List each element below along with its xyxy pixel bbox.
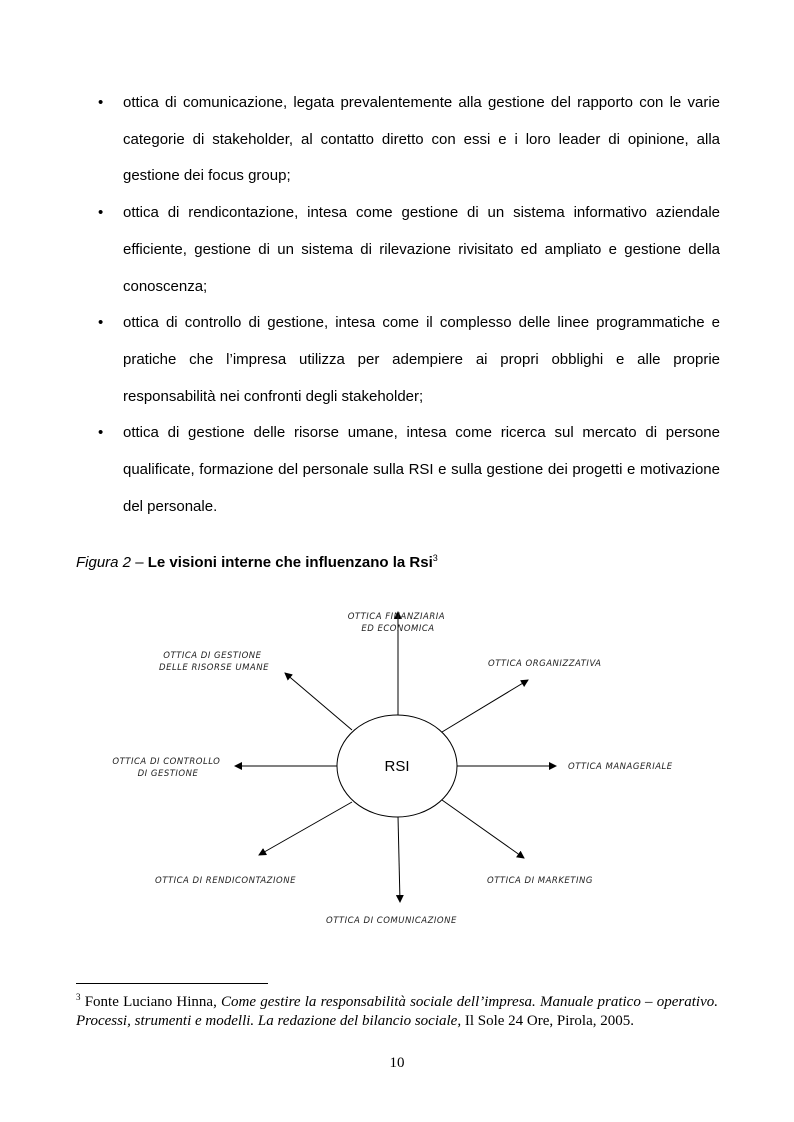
bullet-marker: • <box>98 424 104 442</box>
bullet-marker: • <box>98 204 104 222</box>
node-bottom-right <box>487 876 593 886</box>
node-top-line-1: OTTICA FINANZIARIA <box>347 612 446 622</box>
node-left-line-2: DI GESTIONE <box>137 769 199 779</box>
bullet-text: ottica di controllo di gestione, intesa come il complesso delle linee programmatiche e pratiche che l’impresa utilizza per adempiere ai propri obblighi e alle proprie responsabilità nei confronti degli stakeholder; <box>123 314 720 405</box>
bullet-text: ottica di comunicazione, legata prevalentemente alla gestione del rapporto con le varie categorie di stakeholder, al contatto diretto con essi e i loro leader di opinione, alla gestione dei focus group; <box>123 94 720 185</box>
node-bottom-line-1: OTTICA DI COMUNICAZIONE <box>326 916 457 926</box>
node-top-line-2: ED ECONOMICA <box>361 624 435 634</box>
arrow-top-right <box>442 680 528 732</box>
node-top-left <box>159 651 269 673</box>
page-number: 10 <box>389 1055 405 1071</box>
arrow-bottom-right <box>442 800 524 858</box>
figure-title: Le visioni interne che influenzano la Rsi <box>147 554 433 571</box>
list-item <box>95 305 720 415</box>
rsi-diagram-svg <box>90 600 710 940</box>
node-right <box>568 762 673 772</box>
bullet-text: ottica di gestione delle risorse umane, intesa come ricerca sul mercato di persone qualificate, formazione del personale sulla RSI e sulla gestione dei progetti e motivazione del personale. <box>123 424 720 515</box>
arrow-bottom <box>398 816 400 902</box>
footnote-number: 3 <box>76 992 81 1002</box>
node-bottom-left-line-1: OTTICA DI RENDICONTAZIONE <box>155 876 296 886</box>
node-bottom <box>326 916 457 926</box>
bullet-list <box>95 85 720 525</box>
bullet-marker: • <box>98 94 104 111</box>
footnote <box>76 988 718 1031</box>
rsi-center-label: RSI <box>384 758 410 775</box>
node-top-left-line-2: DELLE RISORSE UMANE <box>159 663 269 673</box>
footnote-tail: Il Sole 24 Ore, Pirola, 2005. <box>461 1013 634 1029</box>
list-item <box>95 195 720 305</box>
footnote-rule <box>76 983 268 984</box>
node-bottom-left <box>155 876 296 886</box>
footnote-title: Come gestire la responsabilità sociale dell’impresa. Manuale pratico – operativo. Processi, strumenti e modelli. La redazione del bilancio sociale, <box>76 994 718 1029</box>
figure-caption <box>76 553 438 571</box>
list-item <box>95 85 720 195</box>
node-top-left-line-1: OTTICA DI GESTIONE <box>163 651 262 661</box>
arrow-top-left <box>285 673 352 730</box>
figure-footnote-ref: 3 <box>432 553 438 563</box>
node-right-line-1: OTTICA MANAGERIALE <box>568 762 673 772</box>
rsi-diagram <box>90 600 710 940</box>
node-top-right-line-1: OTTICA ORGANIZZATIVA <box>488 659 602 669</box>
node-left-line-1: OTTICA DI CONTROLLO <box>112 757 221 767</box>
figure-label: Figura 2 <box>76 554 132 571</box>
arrow-bottom-left <box>259 802 352 855</box>
node-left <box>112 757 223 779</box>
list-item <box>95 415 720 525</box>
figure-dash: – <box>131 554 148 571</box>
bullet-marker: • <box>98 314 104 332</box>
bullet-text: ottica di rendicontazione, intesa come gestione di un sistema informativo aziendale efficiente, gestione di un sistema di rilevazione rivisitato ed ampliato e gestione della conoscenza; <box>123 204 720 295</box>
node-top-right <box>488 659 602 669</box>
node-bottom-right-line-1: OTTICA DI MARKETING <box>487 876 593 886</box>
footnote-lead: Fonte Luciano Hinna, <box>80 994 222 1010</box>
